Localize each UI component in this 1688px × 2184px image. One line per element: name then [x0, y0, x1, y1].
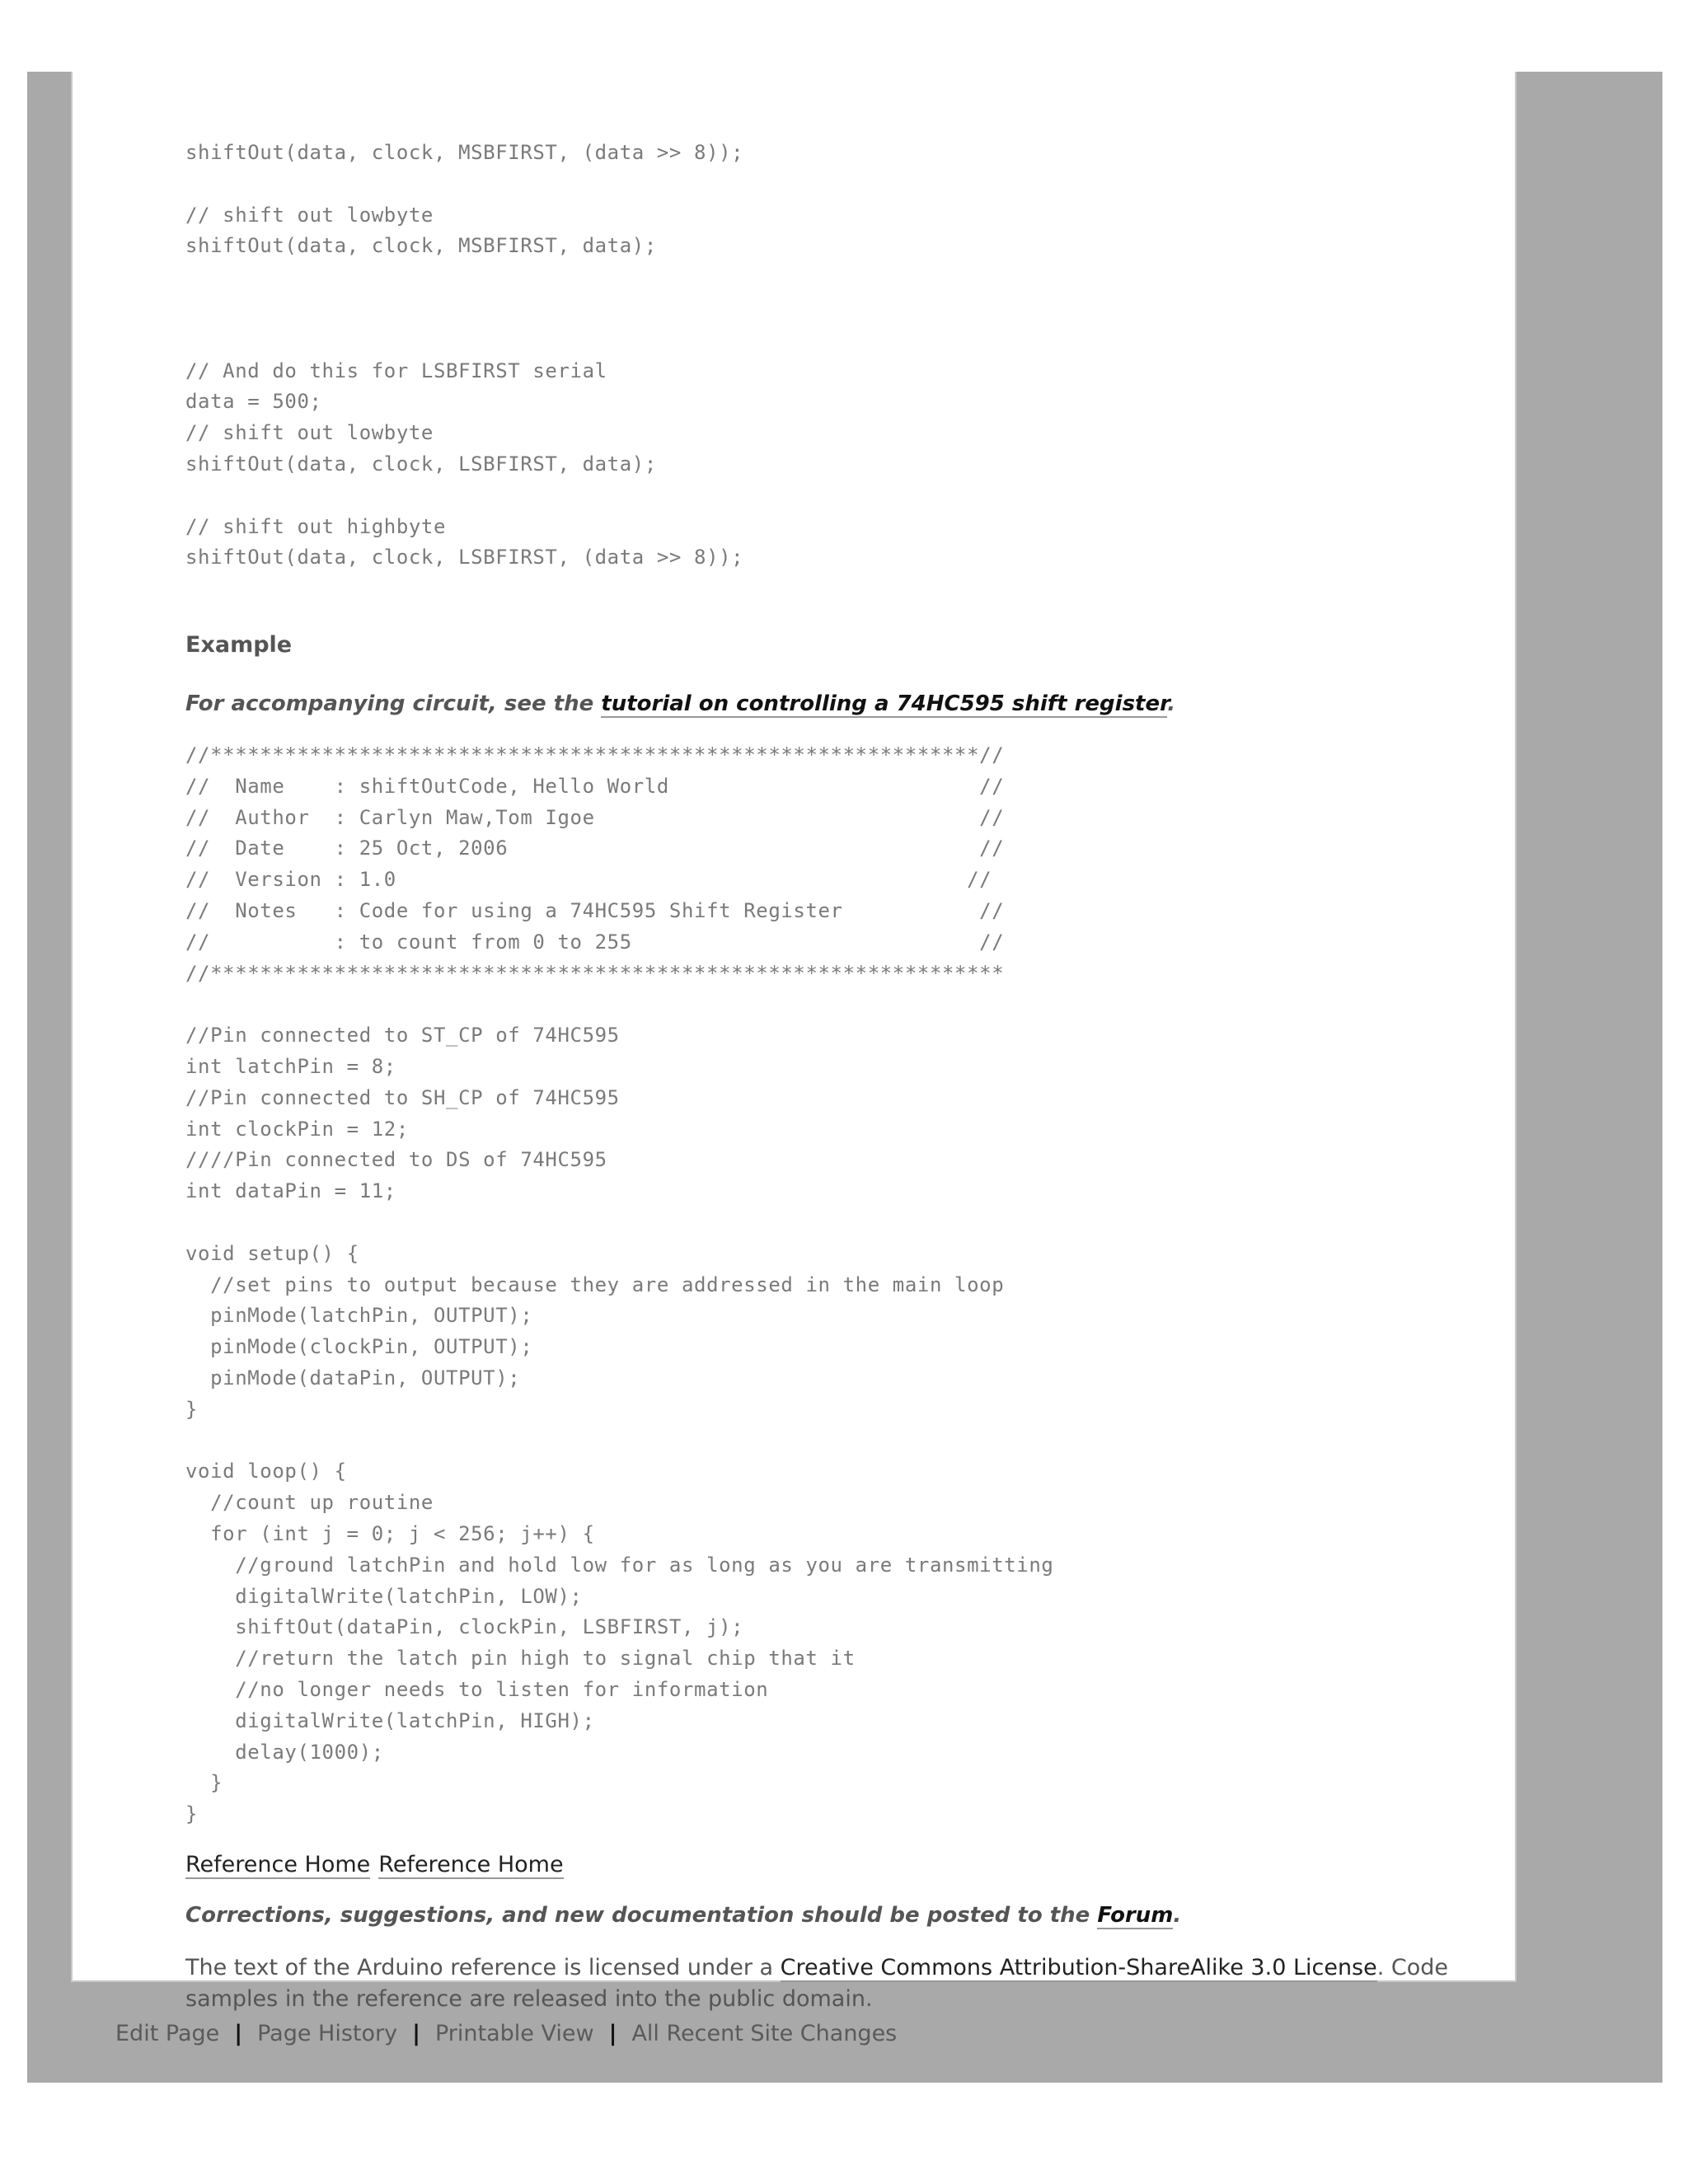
footer-separator: | — [608, 2021, 617, 2046]
license-prefix: The text of the Arduino reference is licensed under a — [185, 1955, 781, 1980]
corrections-prefix: Corrections, suggestions, and new documentation should be posted to the — [185, 1903, 1098, 1928]
footer-separator: | — [234, 2021, 243, 2046]
circuit-note-suffix: . — [1167, 691, 1176, 716]
corrections-suffix: . — [1173, 1903, 1182, 1928]
forum-link[interactable]: Forum — [1097, 1903, 1174, 1928]
page-history-link[interactable]: Page History — [257, 2021, 398, 2046]
circuit-note — [185, 691, 1175, 716]
edit-page-link[interactable]: Edit Page — [115, 2021, 220, 2046]
circuit-note-prefix: For accompanying circuit, see the — [185, 691, 602, 716]
footer-nav — [115, 2021, 897, 2046]
recent-changes-link[interactable]: All Recent Site Changes — [631, 2021, 898, 2046]
content-panel — [71, 72, 1517, 2012]
example-heading: Example — [185, 632, 293, 658]
code-block-example: //**************************************************************// // Name : shiftOutCode, Hello World // // Author : Carlyn Maw,Tom Igoe // // Date : 25 Oct, 2006 // // Version : 1.0 // // Notes : Code for using a 74HC595 Shift Register // // : to count from 0 to 255 // //**************************************************************** //Pin connected to ST_CP of 74HC595 int latchPin = 8; //Pin connected to SH_CP of 74HC595 int clockPin = 12; ////Pin connected to DS of 74HC595 int dataPin = 11; void setup() { //set pins to output because they are addressed in the main loop pinMode(latchPin, OUTPUT); pinMode(clockPin, OUTPUT); pinMode(dataPin, OUTPUT); } void loop() { //count up routine for (int j = 0; j < 256; j++) { //ground latchPin and hold low for as long as you are transmitting digitalWrite(latchPin, LOW); shiftOut(dataPin, clockPin, LSBFIRST, j); //return the latch pin high to signal chip that it //no longer needs to listen for information digitalWrite(latchPin, HIGH); delay(1000); } } — [185, 743, 1054, 1826]
license-suffix: . Code samples in the reference are released into the public domain. — [185, 1955, 1449, 2012]
reference-home-link[interactable]: Reference Home — [378, 1852, 564, 1877]
footer-separator: | — [412, 2021, 420, 2046]
license-link[interactable]: Creative Commons Attribution-ShareAlike 3.0 License — [780, 1955, 1377, 1980]
license-text — [185, 1952, 1537, 2015]
reference-links — [185, 1852, 572, 1877]
reference-home-link[interactable]: Reference Home — [185, 1852, 371, 1877]
printable-view-link[interactable]: Printable View — [435, 2021, 594, 2046]
tutorial-link[interactable]: tutorial on controlling a 74HC595 shift register — [601, 691, 1168, 716]
code-block-shiftout: shiftOut(data, clock, MSBFIRST, (data >> 8)); // shift out lowbyte shiftOut(data, clock, MSBFIRST, data); // And do this for LSBFIRST serial data = 500; // shift out lowbyte shiftOut(data, clock, LSBFIRST, data); // shift out highbyte shiftOut(data, clock, LSBFIRST, (data >> 8)); — [185, 141, 744, 569]
corrections-note — [185, 1903, 1181, 1928]
